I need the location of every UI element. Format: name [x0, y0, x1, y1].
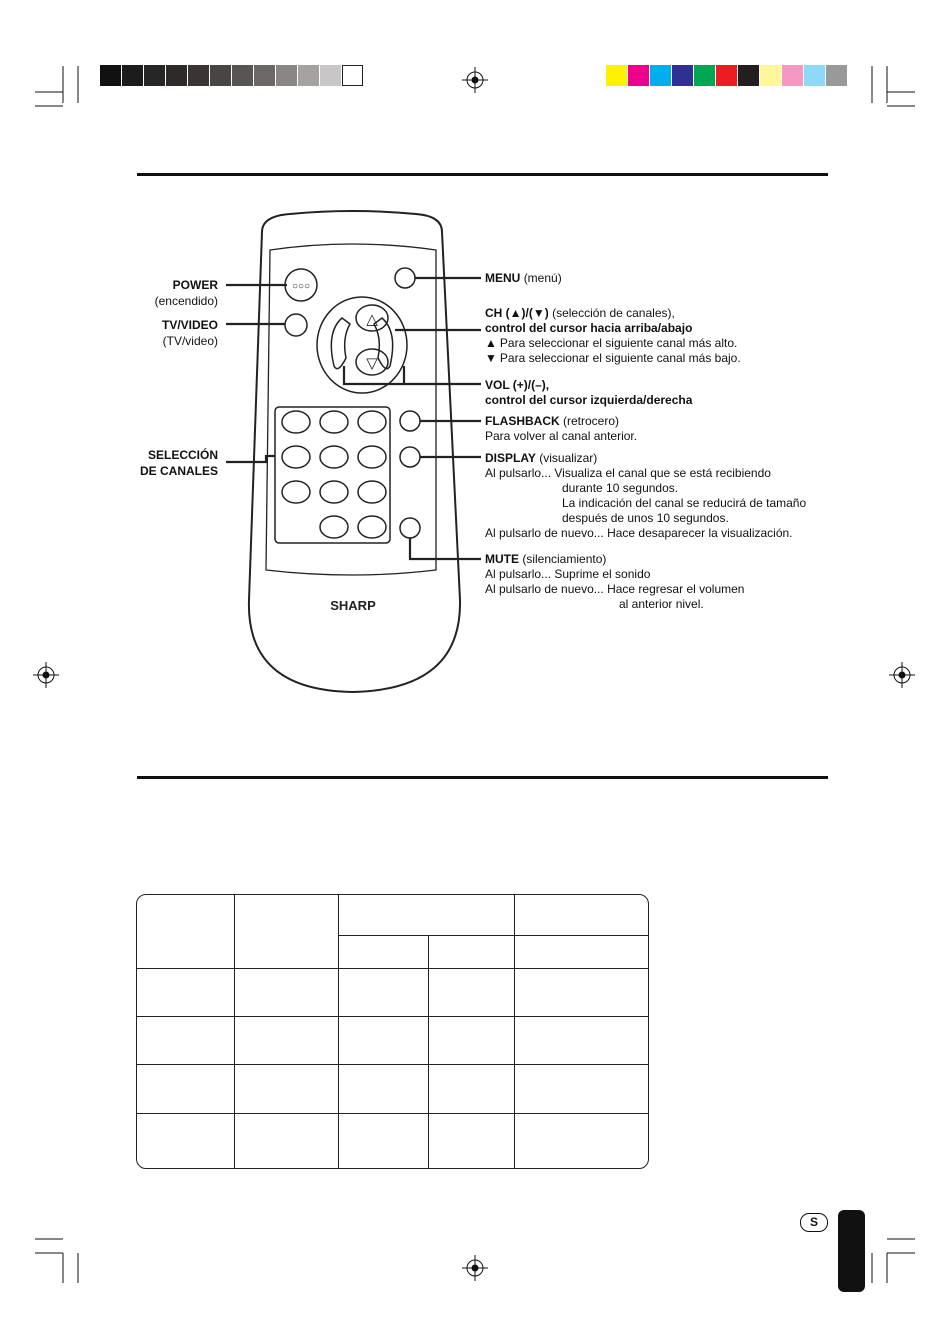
mute-label [485, 552, 744, 612]
display-subtitle: (visualizar) [539, 451, 598, 465]
table-row-divider [137, 1016, 648, 1017]
table-row-divider [338, 935, 648, 936]
display-line4: después de unos 10 segundos. [562, 511, 729, 525]
channel-selection-label [100, 447, 218, 479]
channel-selection-line2: DE CANALES [139, 464, 218, 478]
ch-up-description: Para seleccionar el siguiente canal más alto. [499, 336, 738, 350]
table-row-divider [137, 1113, 648, 1114]
ch-subtitle: (selección de canales), [552, 306, 675, 320]
ch-down-description: Para seleccionar el siguiente canal más bajo. [499, 351, 741, 365]
vol-title: VOL (+)/(–), [485, 378, 550, 392]
flashback-label [485, 414, 637, 444]
display-line5: Al pulsarlo de nuevo... Hace desaparecer la visualización. [485, 526, 793, 540]
flashback-title: FLASHBACK [485, 414, 560, 428]
tvvideo-subtitle: (TV/video) [162, 334, 218, 348]
ch-title: CH (▲)/(▼) [485, 306, 549, 320]
vol-label [485, 378, 692, 408]
channel-selection-line1: SELECCIÓN [147, 448, 218, 462]
tvvideo-label [110, 317, 218, 349]
display-line3: La indicación del canal se reducirá de tamaño [562, 496, 807, 510]
empty-table [136, 894, 649, 1169]
menu-title: MENU [485, 271, 521, 285]
mute-title: MUTE [485, 552, 519, 566]
thumb-index-tab [838, 1210, 865, 1292]
language-tab: S [800, 1213, 828, 1232]
ch-up-symbol: △ [366, 310, 378, 328]
display-title: DISPLAY [485, 451, 536, 465]
table-row-divider [137, 968, 648, 969]
mute-line2: Al pulsarlo de nuevo... Hace regresar el volumen [485, 582, 745, 596]
power-subtitle: (encendido) [154, 294, 218, 308]
flashback-subtitle: (retrocero) [563, 414, 620, 428]
power-title: POWER [172, 278, 218, 292]
tvvideo-title: TV/VIDEO [161, 318, 218, 332]
display-line1: Al pulsarlo... Visualiza el canal que se está recibiendo [485, 466, 771, 480]
display-label [485, 451, 806, 541]
ch-down-symbol: ▽ [366, 354, 378, 372]
table-row-divider [137, 1064, 648, 1065]
ch-line2: control del cursor hacia arriba/abajo [485, 321, 693, 335]
display-line2: durante 10 segundos. [562, 481, 679, 495]
mute-subtitle: (silenciamiento) [522, 552, 607, 566]
table-column-divider [234, 895, 235, 1168]
menu-label [485, 271, 562, 286]
vol-line2: control del cursor izquierda/derecha [485, 393, 693, 407]
power-button-symbol: ○○○ [291, 281, 311, 292]
mute-line1: Al pulsarlo... Suprime el sonido [485, 567, 651, 581]
flashback-description: Para volver al canal anterior. [485, 429, 638, 443]
menu-subtitle: (menú) [523, 271, 562, 285]
mute-line3: al anterior nivel. [619, 597, 704, 611]
power-label [110, 277, 218, 309]
ch-label: CH (▲)/(▼) (selección de canales), control del cursor hacia arriba/abajo ▲ Para seleccionar el siguiente canal más alto. ▼ Para seleccionar el siguiente canal más bajo. [485, 306, 741, 365]
table-column-divider [428, 935, 429, 1168]
brand-logo: SHARP [330, 598, 376, 613]
